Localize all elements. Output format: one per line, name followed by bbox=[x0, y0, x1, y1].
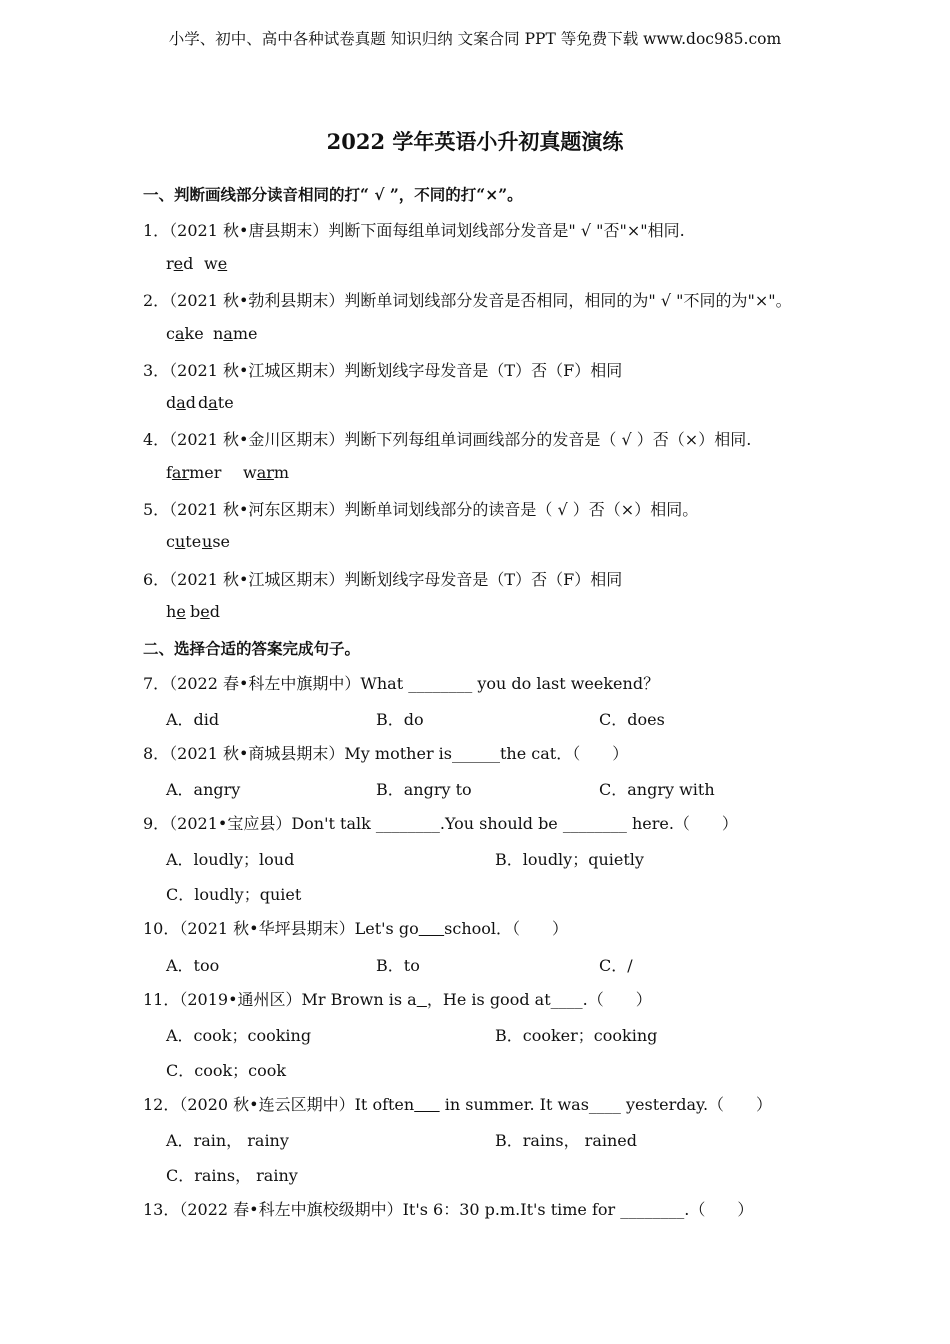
question-8-option-b: B．angry to bbox=[376, 780, 472, 799]
question-1-stem: 1．（2021 秋•唐县期末）判断下面每组单词划线部分发音是" √ "否"×"相同. bbox=[143, 221, 685, 240]
question-2-stem: 2．（2021 秋•勃利县期末）判断单词划线部分发音是否相同，相同的为" √ "不同的为"×"。 bbox=[143, 291, 792, 310]
question-7-stem: 7．（2022 春•科左中旗期中）What ________ you do last weekend？ bbox=[143, 674, 660, 693]
question-11-option-a: A．cook；cooking bbox=[166, 1026, 312, 1045]
question-4-word-1: farmer bbox=[166, 463, 222, 482]
question-8-option-c: C．angry with bbox=[599, 780, 715, 799]
question-2-word-1: cake bbox=[166, 324, 204, 343]
question-7-option-c: C．does bbox=[599, 710, 665, 729]
question-1-word-1: red bbox=[166, 254, 194, 273]
question-3-word-1: dad bbox=[166, 393, 197, 412]
question-11-option-c: C．cook；cook bbox=[166, 1061, 287, 1080]
question-12-option-a: A．rain， rainy bbox=[166, 1131, 289, 1150]
question-10-option-b: B．to bbox=[376, 956, 420, 975]
question-11-option-b: B．cooker；cooking bbox=[495, 1026, 658, 1045]
question-12-option-c: C．rains， rainy bbox=[166, 1166, 298, 1185]
question-13-stem: 13．（2022 春•科左中旗校级期中）It's 6：30 p.m.It's time for ________.（ ） bbox=[143, 1200, 754, 1219]
question-5-stem: 5．（2021 秋•河东区期末）判断单词划线部分的读音是（ √ ）否（×）相同。 bbox=[143, 500, 699, 519]
question-4-stem: 4．（2021 秋•金川区期末）判断下列每组单词画线部分的发音是（ √ ）否（×）相同. bbox=[143, 430, 752, 449]
question-6-stem: 6．（2021 秋•江城区期末）判断划线字母发音是（T）否（F）相同 bbox=[143, 570, 623, 589]
question-10-stem: 10．（2021 秋•华坪县期末）Let's go school．（ ） bbox=[143, 919, 569, 938]
question-12-stem: 12．（2020 秋•连云区期中）It often in summer. It was____ yesterday.（ ） bbox=[143, 1095, 773, 1114]
question-7-option-b: B．do bbox=[376, 710, 424, 729]
question-9-stem: 9．（2021•宝应县）Don't talk ________.You should be ________ here.（ ） bbox=[143, 814, 738, 833]
question-9-option-c: C．loudly；quiet bbox=[166, 885, 302, 904]
question-7-option-a: A．did bbox=[166, 710, 220, 729]
section-2-heading: 二、选择合适的答案完成句子。 bbox=[143, 639, 361, 658]
section-1-heading: 一、判断画线部分读音相同的打“ √ ”，不同的打“×”。 bbox=[143, 185, 523, 204]
question-9-option-b: B．loudly；quietly bbox=[495, 850, 644, 869]
page-title: 2022 学年英语小升初真题演练 bbox=[326, 129, 624, 154]
question-6-word-2: bed bbox=[190, 602, 220, 621]
question-9-option-a: A．loudly；loud bbox=[166, 850, 295, 869]
page-header: 小学、初中、高中各种试卷真题 知识归纳 文案合同 PPT 等免费下载 www.doc985.com bbox=[168, 30, 782, 48]
question-12-option-b: B．rains， rained bbox=[495, 1131, 637, 1150]
question-4-word-2: warm bbox=[243, 463, 290, 482]
question-1-word-2: we bbox=[204, 254, 228, 273]
question-3-word-2: date bbox=[198, 393, 234, 412]
question-5-word-2: use bbox=[202, 532, 230, 551]
question-6-word-1: he bbox=[166, 602, 186, 621]
question-10-option-a: A．too bbox=[166, 956, 220, 975]
question-5-word-1: cute bbox=[166, 532, 202, 551]
question-8-stem: 8．（2021 秋•商城县期末）My mother is______the cat．（ ） bbox=[143, 744, 629, 763]
question-8-option-a: A．angry bbox=[166, 780, 241, 799]
question-11-stem: 11．（2019•通州区）Mr Brown is a ，He is good at____.（ ） bbox=[143, 990, 652, 1009]
question-3-stem: 3．（2021 秋•江城区期末）判断划线字母发音是（T）否（F）相同 bbox=[143, 361, 623, 380]
question-2-word-2: name bbox=[213, 324, 258, 343]
question-10-option-c: C．/ bbox=[599, 956, 633, 975]
